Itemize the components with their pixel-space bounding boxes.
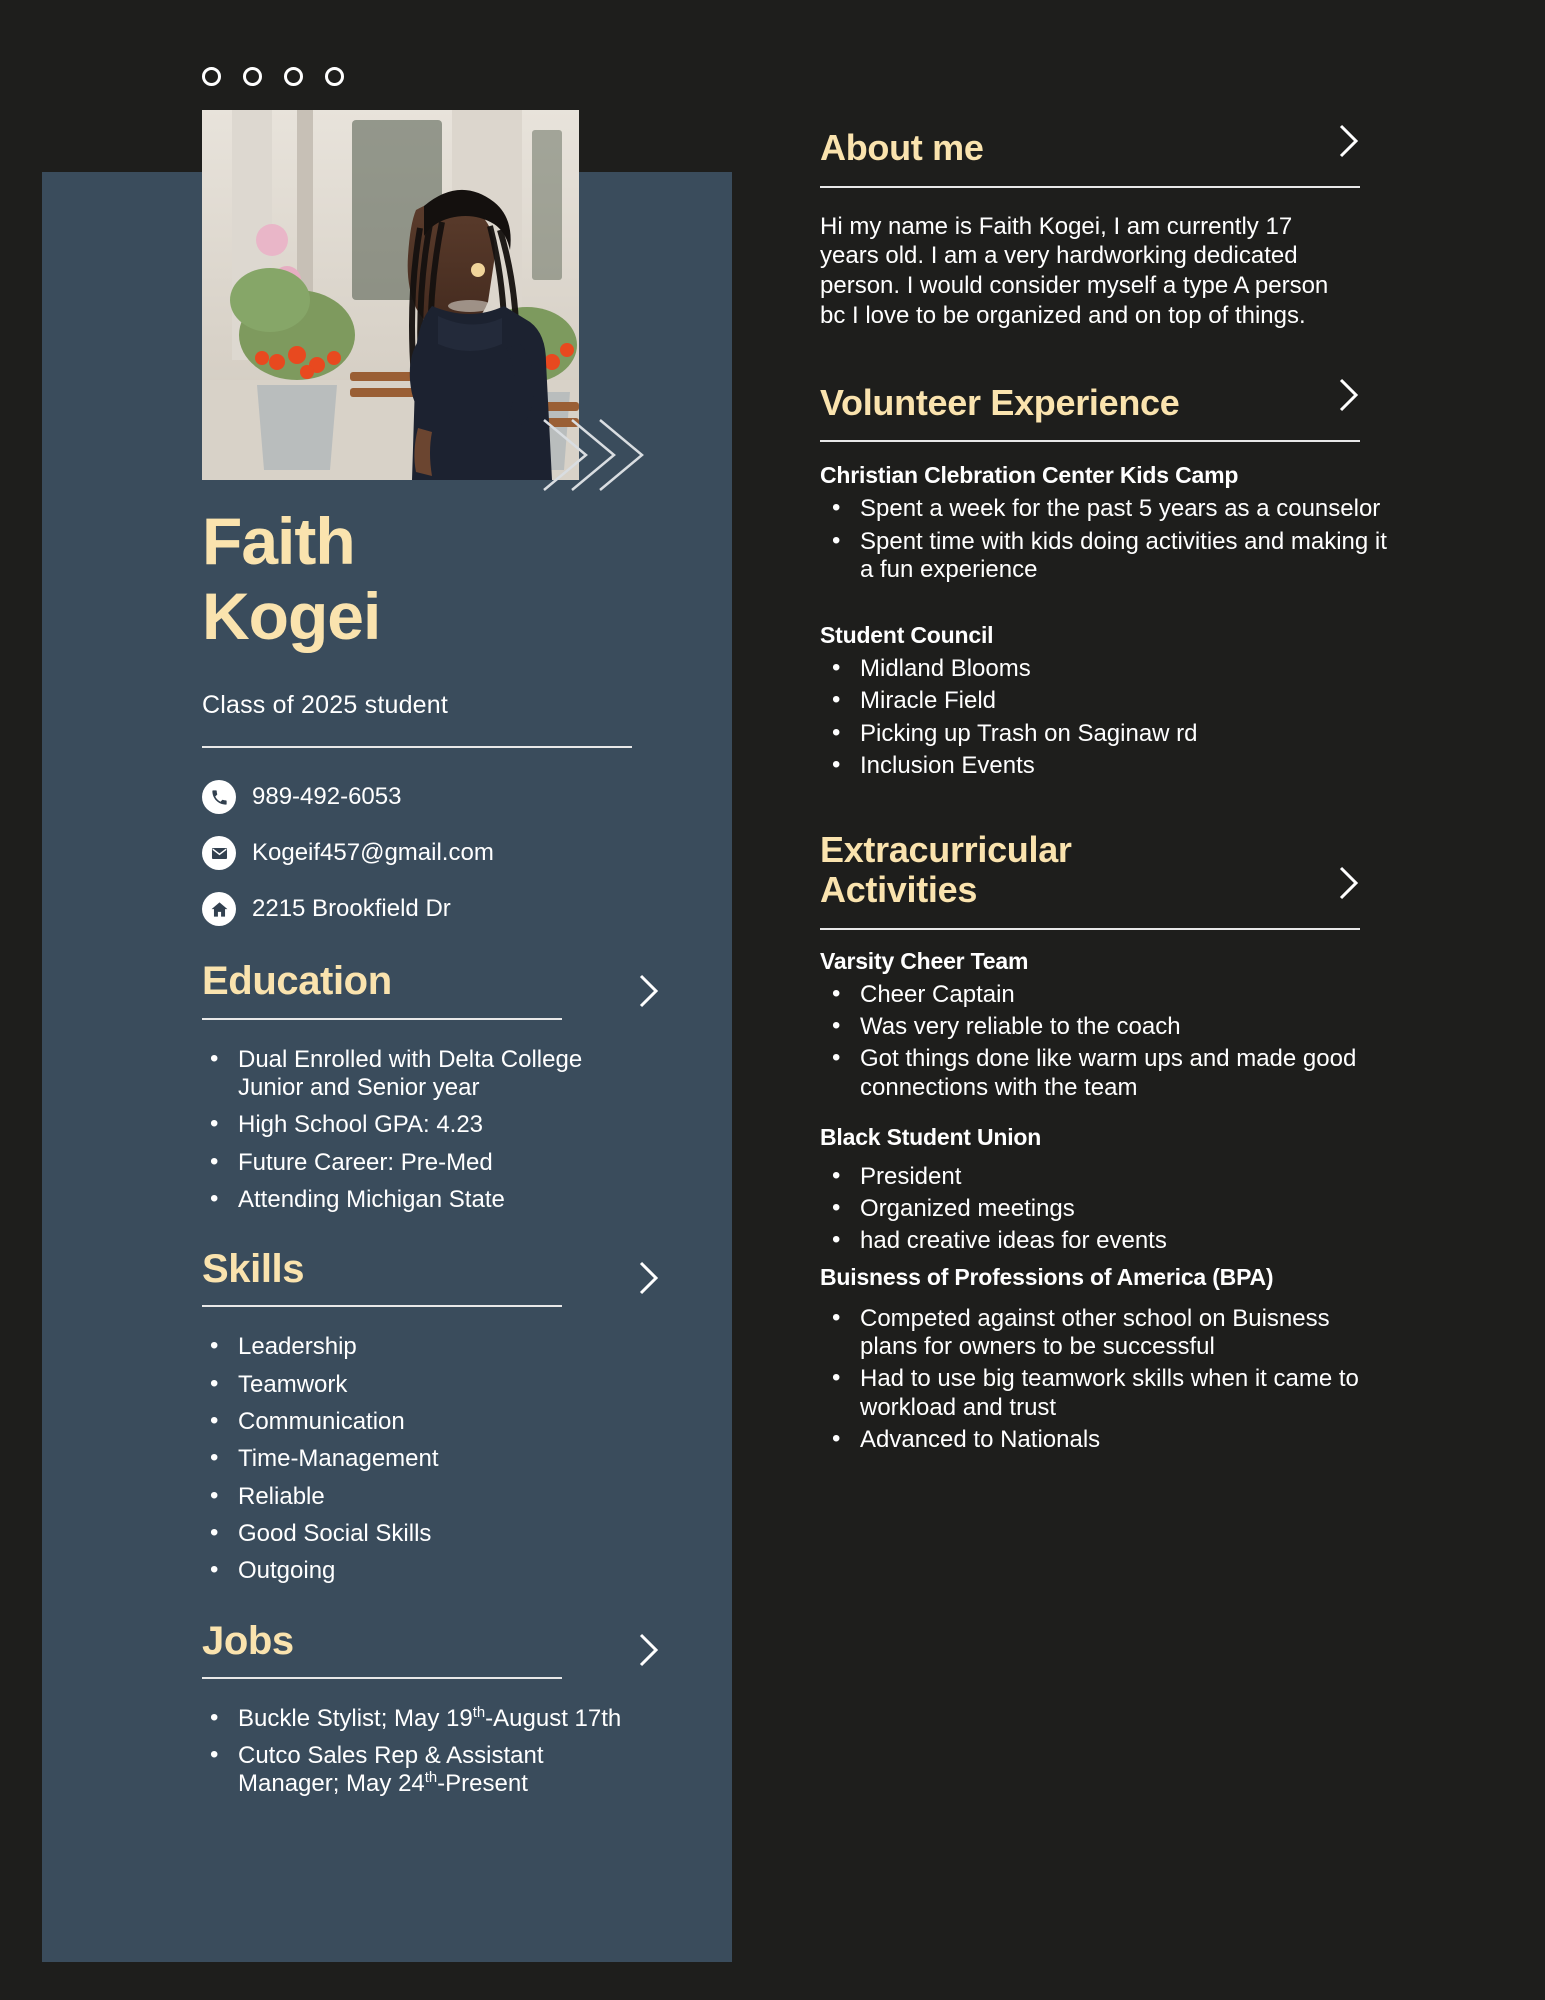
- chevron-right-icon[interactable]: [636, 1630, 662, 1675]
- chevron-right-icon[interactable]: [1336, 375, 1362, 420]
- right-column: [820, 128, 1390, 1470]
- section-title: About me: [820, 127, 984, 168]
- section-skills: [202, 1248, 642, 1307]
- list-item: • Good Social Skills: [202, 1520, 642, 1548]
- home-icon: [202, 892, 236, 926]
- about-me-text: Hi my name is Faith Kogei, I am currently 17 years old. I am a very hardworking dedicated person. I would consider myself a type A person bc I love to be organized and on top of things.: [820, 212, 1329, 329]
- divider: [820, 928, 1360, 930]
- education-list: [202, 1046, 642, 1215]
- chevron-right-icon[interactable]: [1336, 121, 1362, 166]
- list-item: • Advanced to Nationals: [820, 1426, 1390, 1454]
- list-item: • Inclusion Events: [820, 752, 1390, 780]
- list-item: • Time-Management: [202, 1445, 642, 1473]
- student-council-list: [820, 655, 1390, 780]
- section-volunteer-experience: [820, 383, 1390, 781]
- circle-icon: [243, 67, 262, 86]
- jobs-list: [202, 1705, 642, 1799]
- last-name: Kogei: [202, 578, 381, 653]
- bpa-list: [820, 1305, 1390, 1455]
- double-chevron-right-icon: [538, 410, 648, 505]
- divider: [202, 1677, 562, 1679]
- email-value: Kogeif457@gmail.com: [252, 839, 494, 867]
- section-title: Volunteer Experience: [820, 381, 1180, 423]
- list-item: • Leadership: [202, 1333, 642, 1361]
- list-item: • Communication: [202, 1408, 642, 1436]
- divider: [820, 440, 1360, 442]
- list-item: • High School GPA: 4.23: [202, 1111, 642, 1139]
- divider: [820, 186, 1360, 188]
- list-item: • Cutco Sales Rep & Assistant Manager; May 24th-Present: [202, 1742, 642, 1799]
- chevron-right-icon[interactable]: [636, 1258, 662, 1303]
- list-item: • Buckle Stylist; May 19th-August 17th: [202, 1705, 642, 1733]
- circle-icon: [284, 67, 303, 86]
- list-item: • Organized meetings: [820, 1195, 1390, 1223]
- circle-icon: [325, 67, 344, 86]
- group-black-student-union: [820, 1124, 1390, 1256]
- profile-subtitle: Class of 2025 student: [202, 691, 449, 720]
- volunteer-camp-list: [820, 495, 1390, 584]
- section-title: Education: [202, 959, 392, 1004]
- first-name: Faith: [202, 504, 355, 578]
- list-item: • Had to use big teamwork skills when it came to workload and trust: [820, 1365, 1390, 1422]
- phone-value: 989-492-6053: [252, 783, 402, 811]
- list-item: • Dual Enrolled with Delta College Junior and Senior year: [202, 1046, 642, 1103]
- group-heading: Christian Clebration Center Kids Camp: [820, 462, 1239, 489]
- group-student-council: [820, 622, 1390, 780]
- divider: [202, 746, 632, 748]
- section-education: [202, 960, 642, 1019]
- list-item: • Outgoing: [202, 1557, 642, 1585]
- list-item: • Picking up Trash on Saginaw rd: [820, 720, 1390, 748]
- list-item: • Teamwork: [202, 1371, 642, 1399]
- contact-row-address[interactable]: [202, 892, 642, 926]
- cheer-list: [820, 981, 1390, 1102]
- group-heading: Student Council: [820, 622, 994, 649]
- group-heading: Varsity Cheer Team: [820, 947, 1029, 974]
- list-item: • Reliable: [202, 1483, 642, 1511]
- list-item: • Spent time with kids doing activities and making it a fun experience: [820, 528, 1390, 585]
- section-title: Skills: [202, 1247, 305, 1292]
- phone-icon: [202, 780, 236, 814]
- list-item: • President: [820, 1163, 1390, 1191]
- contact-list: [202, 780, 642, 926]
- decorative-dots: [202, 67, 344, 86]
- list-item: • Midland Blooms: [820, 655, 1390, 683]
- group-kids-camp: [820, 462, 1390, 584]
- list-item: • had creative ideas for events: [820, 1227, 1390, 1255]
- list-item: • Miracle Field: [820, 687, 1390, 715]
- list-item: • Competed against other school on Buisness plans for owners to be successful: [820, 1305, 1390, 1362]
- chevron-right-icon[interactable]: [1336, 863, 1362, 908]
- group-bpa: [820, 1264, 1390, 1455]
- contact-row-phone[interactable]: [202, 780, 642, 814]
- group-heading: Black Student Union: [820, 1123, 1042, 1150]
- contact-row-email[interactable]: [202, 836, 642, 870]
- page-title: [202, 504, 642, 653]
- list-item: • Spent a week for the past 5 years as a counselor: [820, 495, 1390, 523]
- section-jobs: [202, 1620, 642, 1679]
- bsu-list: [820, 1163, 1390, 1256]
- section-title: Extracurricular Activities: [820, 829, 1072, 910]
- list-item: • Future Career: Pre-Med: [202, 1149, 642, 1177]
- group-heading: Buisness of Professions of America (BPA): [820, 1263, 1274, 1290]
- list-item: • Was very reliable to the coach: [820, 1013, 1390, 1041]
- address-value: 2215 Brookfield Dr: [252, 895, 451, 923]
- list-item: • Cheer Captain: [820, 981, 1390, 1009]
- section-about-me: [820, 128, 1390, 331]
- divider: [202, 1018, 562, 1020]
- section-extracurricular-activities: [820, 830, 1390, 1454]
- skills-list: [202, 1333, 642, 1585]
- left-column: [202, 504, 642, 1808]
- circle-icon: [202, 67, 221, 86]
- chevron-right-icon[interactable]: [636, 971, 662, 1016]
- profile-photo: [202, 110, 579, 480]
- divider: [202, 1305, 562, 1307]
- envelope-icon: [202, 836, 236, 870]
- list-item: • Attending Michigan State: [202, 1186, 642, 1214]
- list-item: • Got things done like warm ups and made good connections with the team: [820, 1045, 1390, 1102]
- section-title: Jobs: [202, 1618, 294, 1663]
- group-varsity-cheer: [820, 948, 1390, 1102]
